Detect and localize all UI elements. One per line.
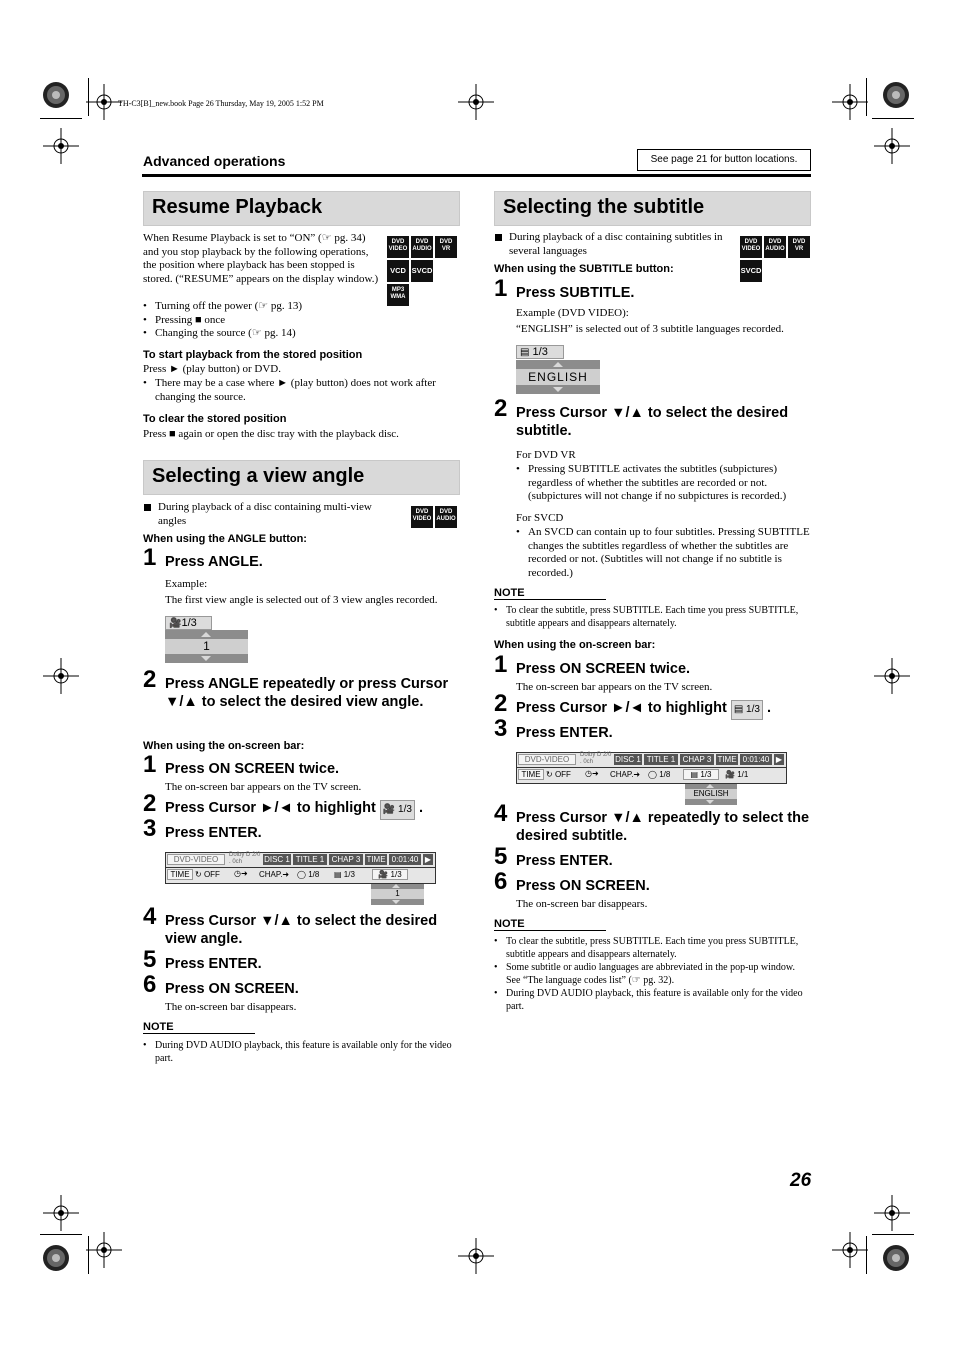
subtitle-button-heading: When using the SUBTITLE button: <box>494 263 674 275</box>
bar-audio-track[interactable]: ◯ 1/8 <box>648 770 671 779</box>
resume-bullet: • Pressing ■ once <box>143 314 460 328</box>
down-arrow-icon <box>706 800 714 804</box>
subtitle-osd-value: ENGLISH <box>516 369 600 385</box>
crosshair-icon <box>832 1232 868 1268</box>
subtitle-note-label: NOTE <box>494 587 606 600</box>
angle-osd-tag: 🎥1/3 <box>165 616 212 630</box>
badge-dvd-video: DVD VIDEO <box>740 236 762 258</box>
bar-mode: DVD-VIDEO <box>518 754 576 765</box>
resume-title: Resume Playback <box>152 196 323 218</box>
resume-bullet-list <box>143 300 460 341</box>
crosshair-icon <box>86 1232 122 1268</box>
subtitle-note-item: • Some subtitle or audio languages are abbreviated in the pop-up window. See “The language codes list” (☞ pg. 32). <box>494 961 811 987</box>
badge-vcd: VCD <box>387 260 409 282</box>
resume-start-heading: To start playback from the stored position <box>143 349 363 361</box>
registration-target-icon <box>38 77 74 113</box>
subtitle-title: Selecting the subtitle <box>503 196 705 218</box>
angle-bar-heading: When using the on-screen bar: <box>143 740 305 752</box>
badge-dvd-vr: DVD VR <box>788 236 810 258</box>
angle-bar-step-6-note: The on-screen bar disappears. <box>165 1001 297 1013</box>
bar-chap-button[interactable]: CHAP.➜ <box>259 870 290 879</box>
subtitle-title-bar <box>494 191 811 226</box>
subtitle-bar-heading: When using the on-screen bar: <box>494 639 656 651</box>
play-arrow-icon: ▶ <box>424 855 432 864</box>
angle-bar-step-1-note: The on-screen bar appears on the TV screen. <box>165 781 362 793</box>
angle-title-bar <box>143 460 460 495</box>
bar-audio-format: Dolby D 2/0 . 0ch <box>229 852 261 865</box>
subtitle-intro: During playback of a disc containing subtitles in several languages <box>494 231 740 258</box>
down-arrow-icon <box>553 387 563 392</box>
bar-angle-track[interactable]: 🎥 1/1 <box>725 770 749 779</box>
subtitle-osd-box <box>516 360 600 394</box>
crosshair-icon <box>43 128 79 164</box>
bar-title: TITLE 1 <box>293 854 327 865</box>
angle-osd-value: 1 <box>165 639 248 654</box>
subtitle-onscreen-bar <box>516 752 787 784</box>
registration-target-icon <box>878 1240 914 1276</box>
subtitle-svcd-text: • An SVCD can contain up to four subtitles. Pressing SUBTITLE changes the subtitles regardless of whether the subtitles are recorded or not. (Subtitles will not change if no subtitle is recorded.) <box>516 526 810 580</box>
crosshair-icon <box>874 128 910 164</box>
up-arrow-icon <box>392 884 400 888</box>
badge-dvd-audio: DVD AUDIO <box>411 236 433 258</box>
bar-chapter: CHAP 3 <box>680 754 714 765</box>
crosshair-icon <box>458 1238 494 1274</box>
subtitle-note-item: • During DVD AUDIO playback, this feature is available only for the video part. <box>494 987 811 1013</box>
page-number: 26 <box>790 1170 812 1191</box>
bar-repeat[interactable]: ↻ OFF <box>546 770 571 779</box>
resume-start-bullet-wrap <box>143 377 460 404</box>
bar-time-button[interactable]: TIME <box>518 769 544 780</box>
bar-disc: DISC 1 <box>264 855 290 864</box>
bar-audio-track[interactable]: ◯ 1/8 <box>297 870 320 879</box>
bar-disc: DISC 1 <box>615 755 641 764</box>
bar-subtitle-track[interactable]: ▤ 1/3 <box>334 870 355 879</box>
up-arrow-icon <box>553 362 563 367</box>
crosshair-icon <box>874 1195 910 1231</box>
resume-intro: When Resume Playback is set to “ON” (☞ pg. 34) and you stop playback by the following operations, the position where playback has been stopped is stored. (“RESUME” appears on the display window.) <box>143 232 379 285</box>
subtitle-dvdvr-wrap <box>516 463 808 504</box>
angle-highlight-icon: 🎥 1/3 <box>380 800 415 820</box>
subtitle-note-item: • To clear the subtitle, press SUBTITLE. Each time you press SUBTITLE, subtitle appears and disappears alternately. <box>494 935 811 961</box>
bar-angle-track[interactable]: 🎥 1/3 <box>372 869 408 880</box>
bar-title: TITLE 1 <box>644 754 678 765</box>
bar-time-button[interactable]: TIME <box>167 869 193 880</box>
crosshair-icon <box>832 84 868 120</box>
bar-chapter: CHAP 3 <box>329 854 363 865</box>
bar-row-top <box>517 753 786 767</box>
resume-title-bar <box>143 191 460 226</box>
angle-intro: During playback of a disc containing multi-view angles <box>143 501 393 528</box>
subtitle-note-wrap <box>494 604 811 630</box>
badge-svcd: SVCD <box>411 260 433 282</box>
subtitle-note: • To clear the subtitle, press SUBTITLE. Each time you press SUBTITLE, subtitle appears and disappears alternately. <box>494 604 811 630</box>
angle-example-text: The first view angle is selected out of 3 view angles recorded. <box>165 594 438 606</box>
subtitle-dvdvr-text: • Pressing SUBTITLE activates the subtitles (subpictures) regardless of whether the subtitles are recorded or not. (subpictures will not change if no subpictures is recorded.) <box>516 463 808 504</box>
angle-note-wrap <box>143 1039 460 1065</box>
resume-start-bullet: • There may be a case where ► (play button) does not work after changing the source. <box>143 377 460 404</box>
badge-dvd-audio: DVD AUDIO <box>764 236 786 258</box>
angle-note: • During DVD AUDIO playback, this feature is available only for the video part. <box>143 1039 460 1065</box>
section-label: Advanced operations <box>143 153 286 169</box>
angle-note-label: NOTE <box>143 1021 255 1034</box>
resume-clear-text: Press ■ again or open the disc tray with the playback disc. <box>143 428 399 440</box>
clock-icon[interactable]: ◷➜ <box>234 869 248 878</box>
angle-bar-popup-value: 1 <box>371 889 424 899</box>
badge-dvd-audio: DVD AUDIO <box>435 506 457 528</box>
registration-target-icon <box>878 77 914 113</box>
crosshair-icon <box>43 658 79 694</box>
up-arrow-icon <box>706 784 714 788</box>
subtitle-svcd-label: For SVCD <box>516 512 564 524</box>
registration-target-icon <box>38 1240 74 1276</box>
down-arrow-icon <box>392 900 400 904</box>
bar-time-label: TIME <box>717 755 737 764</box>
angle-button-heading: When using the ANGLE button: <box>143 533 307 545</box>
clock-icon[interactable]: ◷➜ <box>585 769 599 778</box>
badge-dvd-video: DVD VIDEO <box>411 506 433 528</box>
bar-row-bottom <box>517 768 786 783</box>
subtitle-notes-list <box>494 935 811 1013</box>
subtitle-note2-label: NOTE <box>494 918 606 931</box>
bar-row-top <box>166 853 435 867</box>
angle-title: Selecting a view angle <box>152 465 365 487</box>
bar-time-value: 0:01:40 <box>740 754 772 765</box>
crosshair-icon <box>458 84 494 120</box>
subtitle-intro-wrap <box>494 231 740 258</box>
header-rule <box>142 174 811 177</box>
badge-svcd: SVCD <box>740 260 762 282</box>
badge-mp3-wma: MP3 WMA <box>387 284 409 306</box>
resume-start-text: Press ► (play button) or DVD. <box>143 363 281 375</box>
resume-bullet: • Turning off the power (☞ pg. 13) <box>143 300 460 314</box>
subtitle-example-label: Example (DVD VIDEO): <box>516 307 629 319</box>
bar-chap-button[interactable]: CHAP.➜ <box>610 770 641 779</box>
subtitle-dvdvr-label: For DVD VR <box>516 449 576 461</box>
bar-repeat[interactable]: ↻ OFF <box>195 870 220 879</box>
resume-clear-heading: To clear the stored position <box>143 413 287 425</box>
angle-example-label: Example: <box>165 578 208 590</box>
see-page-note: See page 21 for button locations. <box>637 149 811 171</box>
angle-intro-wrap <box>143 501 393 528</box>
subtitle-bar-popup <box>685 784 737 805</box>
subtitle-bar-step-1-note: The on-screen bar appears on the TV screen. <box>516 681 713 693</box>
down-arrow-icon <box>201 656 211 661</box>
subtitle-svcd-wrap <box>516 526 810 580</box>
badge-dvd-video: DVD VIDEO <box>387 236 409 258</box>
subtitle-bar-step-6-note: The on-screen bar disappears. <box>516 898 648 910</box>
subtitle-osd-tag: ▤ 1/3 <box>516 345 564 359</box>
bar-subtitle-track[interactable]: ▤ 1/3 <box>683 769 719 780</box>
up-arrow-icon <box>201 632 211 637</box>
bar-mode: DVD-VIDEO <box>167 854 225 865</box>
bar-row-bottom <box>166 868 435 883</box>
subtitle-icon: ▤ <box>520 347 530 358</box>
play-arrow-icon: ▶ <box>775 755 783 764</box>
file-header: TH-C3[B]_new.book Page 26 Thursday, May 19, 2005 1:52 PM <box>118 99 324 108</box>
angle-icon: 🎥 <box>169 618 182 629</box>
badge-dvd-vr: DVD VR <box>435 236 457 258</box>
subtitle-example-text: “ENGLISH” is selected out of 3 subtitle languages recorded. <box>516 323 784 335</box>
angle-bar-popup <box>371 884 424 905</box>
angle-onscreen-bar <box>165 852 436 884</box>
bar-time-value: 0:01:40 <box>389 854 421 865</box>
crosshair-icon <box>43 1195 79 1231</box>
bar-audio-format: Dolby D 2/0 . 0ch <box>580 752 612 765</box>
subtitle-highlight-icon: ▤ 1/3 <box>731 700 763 720</box>
subtitle-bar-popup-value: ENGLISH <box>685 789 737 799</box>
resume-bullet: • Changing the source (☞ pg. 14) <box>143 327 460 341</box>
crosshair-icon <box>86 84 122 120</box>
angle-osd-box <box>165 630 248 663</box>
crosshair-icon <box>874 658 910 694</box>
bar-time-label: TIME <box>366 855 386 864</box>
